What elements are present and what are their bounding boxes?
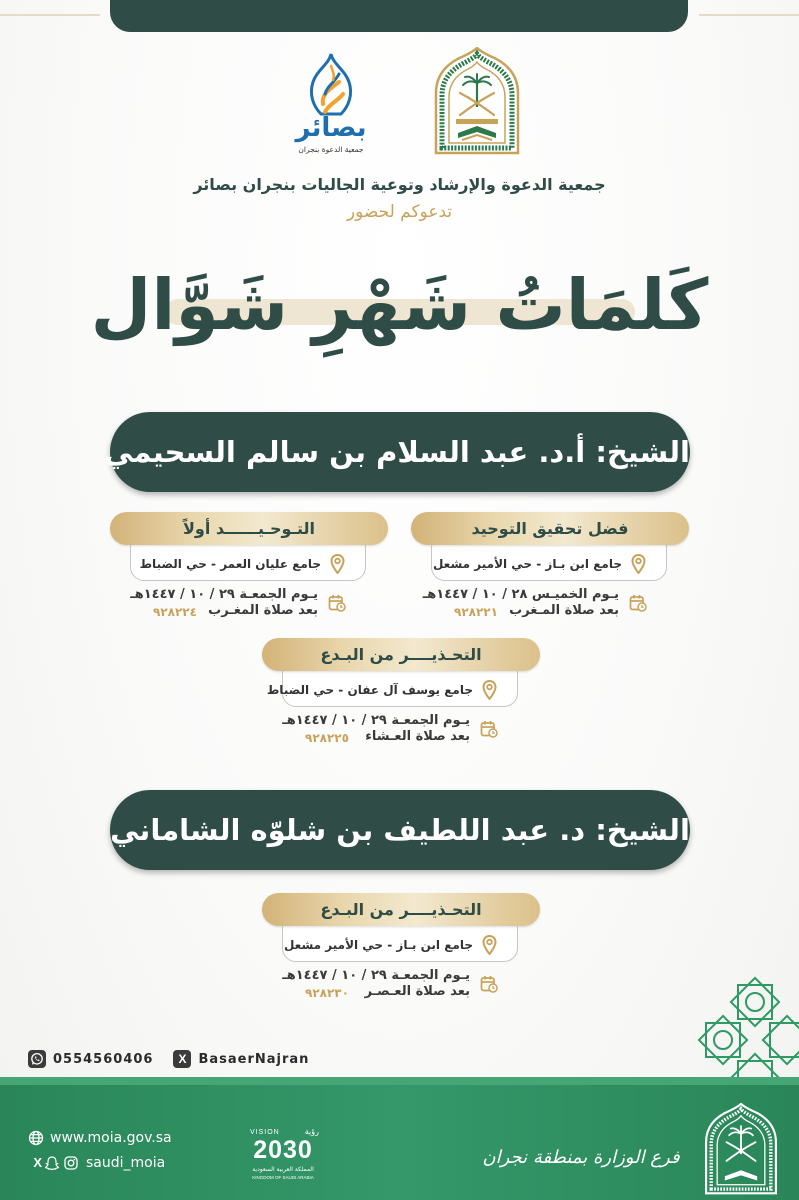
whatsapp-icon bbox=[28, 1050, 46, 1068]
lecture-day: يـوم الخميـس ٢٨ / ١٠ / ١٤٤٧هـ bbox=[422, 587, 619, 602]
website-text: www.moia.gov.sa bbox=[50, 1130, 172, 1146]
location-pin-icon bbox=[330, 554, 345, 574]
lecture-title: التحـذيــــر من البـدع bbox=[262, 893, 540, 926]
lecture-code: ٩٢٨٢٢٤ bbox=[153, 605, 197, 619]
lecture-location: جامع عليان العمر - حي الضباط bbox=[139, 557, 321, 571]
lecture-code: ٩٢٨٢٢١ bbox=[454, 605, 498, 619]
location-pin-icon bbox=[631, 554, 646, 574]
vision-label-ar: رؤية bbox=[304, 1127, 319, 1136]
lecture-card bbox=[262, 893, 540, 1013]
lecture-day: يـوم الجمعـة ٢٩ / ١٠ / ١٤٤٧هـ bbox=[130, 587, 318, 602]
organization-name: جمعية الدعوة والإرشاد وتوعية الجاليات بنجران بصائر bbox=[193, 175, 606, 194]
social-handle: saudi_moia bbox=[86, 1155, 166, 1171]
lecture-title: التـوحـيــــــد أولاً bbox=[110, 512, 388, 545]
vision-country-en: KINGDOM OF SAUDI ARABIA bbox=[252, 1175, 314, 1180]
location-pin-icon bbox=[482, 680, 497, 700]
sheikh-banner: الشيخ: د. عبد اللطيف بن شلوّه الشاماني bbox=[110, 790, 690, 870]
x-icon: X bbox=[173, 1050, 191, 1068]
lecture-location: جامع يوسف آل عفان - حي الضباط bbox=[266, 683, 473, 697]
vision-label-en: VISION bbox=[250, 1129, 280, 1136]
ministry-branch-name: فرع الوزارة بمنطقة نجران bbox=[482, 1147, 680, 1168]
lecture-location: جامع ابن بـاز - حي الأمير مشعل bbox=[432, 557, 622, 571]
lecture-title: التحـذيــــر من البـدع bbox=[262, 638, 540, 671]
calendar-clock-icon bbox=[328, 594, 346, 612]
x-icon: X bbox=[33, 1155, 42, 1170]
lecture-card bbox=[262, 638, 540, 758]
calendar-clock-icon bbox=[480, 975, 498, 993]
ministry-emblem-icon bbox=[432, 47, 522, 155]
calendar-clock-icon bbox=[629, 594, 647, 612]
vision-country-ar: المملكة العربية السعودية bbox=[252, 1166, 314, 1173]
lecture-code: ٩٢٨٢٣٠ bbox=[305, 986, 349, 1000]
lecture-time: بعد صلاة المـغرب bbox=[509, 603, 619, 618]
invitation-text: تدعوكم لحضور bbox=[346, 202, 453, 222]
lecture-time: بعد صلاة العـصـر bbox=[364, 984, 470, 999]
geometric-pattern-decoration bbox=[692, 975, 799, 1077]
sheikh-banner: الشيخ: أ.د. عبد السلام بن سالم السحيمي bbox=[110, 412, 690, 492]
vision-year: 2030 bbox=[253, 1136, 313, 1164]
footer-stripe bbox=[0, 1077, 799, 1085]
top-left-divider bbox=[0, 14, 100, 16]
lecture-card bbox=[411, 512, 689, 632]
lecture-time: بعد صلاة العـشاء bbox=[365, 729, 470, 744]
basaer-dome-icon bbox=[295, 52, 367, 118]
lecture-title: فضل تحقيق التوحيد bbox=[411, 512, 689, 545]
lecture-day: يـوم الجمعـة ٢٩ / ١٠ / ١٤٤٧هـ bbox=[282, 968, 470, 983]
ministry-emblem-white-icon bbox=[700, 1103, 782, 1195]
top-right-divider bbox=[699, 14, 799, 16]
calendar-clock-icon bbox=[480, 720, 498, 738]
lecture-location: جامع ابن بـاز - حي الأمير مشعل bbox=[283, 938, 473, 952]
basaer-logo bbox=[283, 50, 379, 158]
lecture-card bbox=[110, 512, 388, 632]
lecture-day: يـوم الجمعـة ٢٩ / ١٠ / ١٤٤٧هـ bbox=[282, 713, 470, 728]
contact-row bbox=[28, 1049, 309, 1069]
snapchat-icon bbox=[45, 1156, 59, 1170]
whatsapp-number: 0554560406 bbox=[53, 1051, 154, 1067]
globe-icon bbox=[28, 1130, 44, 1146]
location-pin-icon bbox=[482, 935, 497, 955]
poster-title: كَلمَاتُ شَهْرِ شَوَّال bbox=[90, 264, 709, 346]
x-account: BasaerNajran bbox=[198, 1051, 310, 1067]
top-header-bar bbox=[110, 0, 688, 32]
basaer-logo-name: بصائر bbox=[295, 113, 367, 143]
lecture-code: ٩٢٨٢٢٥ bbox=[305, 731, 349, 745]
lecture-time: بعد صلاة المغـرب bbox=[208, 603, 318, 618]
vision-2030-logo bbox=[248, 1128, 333, 1188]
instagram-icon bbox=[64, 1156, 78, 1170]
footer bbox=[0, 1077, 799, 1200]
basaer-logo-tagline: جمعية الدعوة بنجران bbox=[298, 145, 364, 154]
